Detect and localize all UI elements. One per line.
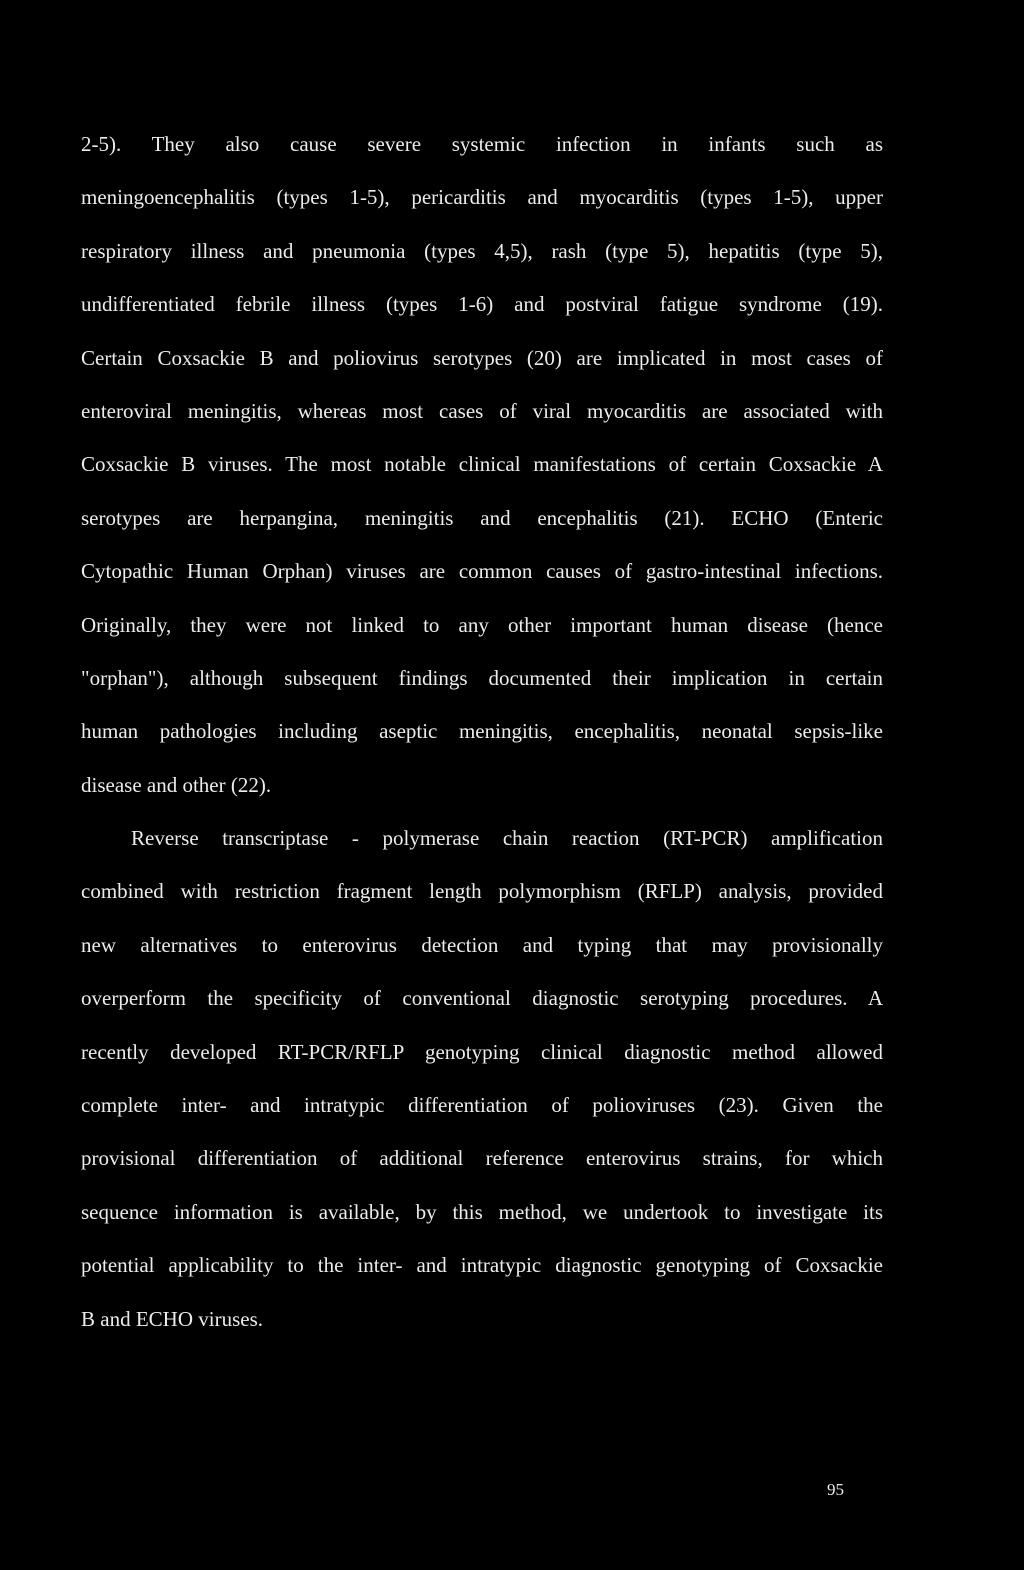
text-line: Reverse transcriptase - polymerase chain reaction (RT-PCR) amplification	[131, 826, 883, 851]
text-line: potential applicability to the inter- and intratypic diagnostic genotyping of Coxsackie	[81, 1253, 883, 1278]
body-text	[81, 118, 883, 1346]
text-line: new alternatives to enterovirus detection and typing that may provisionally	[81, 932, 883, 957]
text-line: Originally, they were not linked to any other important human disease (hence	[81, 612, 883, 637]
text-line: "orphan"), although subsequent findings documented their implication in certain	[81, 665, 883, 690]
text-line: complete inter- and intratypic differentiation of polioviruses (23). Given the	[81, 1093, 883, 1118]
text-line: overperform the specificity of conventional diagnostic serotyping procedures. A	[81, 986, 883, 1011]
text-line: recently developed RT-PCR/RFLP genotyping clinical diagnostic method allowed	[81, 1039, 883, 1064]
text-line: human pathologies including aseptic meningitis, encephalitis, neonatal sepsis-like	[81, 719, 883, 744]
text-line: undifferentiated febrile illness (types 1-6) and postviral fatigue syndrome (19).	[81, 292, 883, 317]
text-line: respiratory illness and pneumonia (types 4,5), rash (type 5), hepatitis (type 5),	[81, 238, 883, 263]
text-line: 2-5). They also cause severe systemic infection in infants such as	[81, 132, 883, 156]
text-line: disease and other (22).	[81, 772, 272, 797]
text-line: Cytopathic Human Orphan) viruses are common causes of gastro-intestinal infections.	[81, 559, 883, 584]
text-line: meningoencephalitis (types 1-5), pericarditis and myocarditis (types 1-5), upper	[81, 185, 883, 210]
text-line: sequence information is available, by this method, we undertook to investigate its	[81, 1199, 883, 1224]
text-line: serotypes are herpangina, meningitis and encephalitis (21). ECHO (Enteric	[81, 505, 883, 530]
text-line: provisional differentiation of additional reference enterovirus strains, for which	[81, 1146, 883, 1171]
text-line: Coxsackie B viruses. The most notable clinical manifestations of certain Coxsackie A	[81, 452, 883, 477]
text-line: enteroviral meningitis, whereas most cases of viral myocarditis are associated with	[81, 398, 883, 423]
text-line: combined with restriction fragment length polymorphism (RFLP) analysis, provided	[81, 879, 883, 904]
text-line: B and ECHO viruses.	[81, 1306, 263, 1331]
text-line: Certain Coxsackie B and poliovirus serotypes (20) are implicated in most cases of	[81, 345, 883, 370]
page-number: 95	[827, 1480, 844, 1499]
